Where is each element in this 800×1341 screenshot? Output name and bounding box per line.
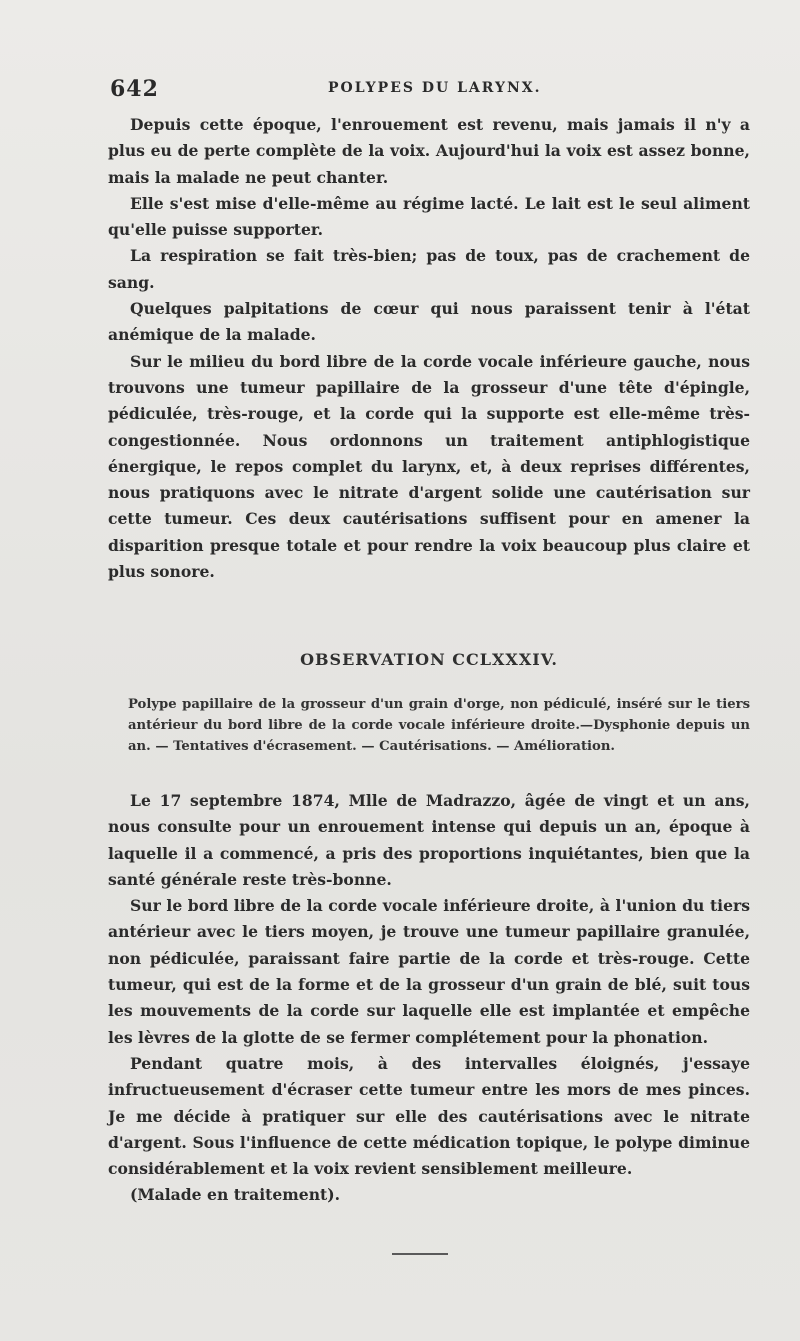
- text-block-bottom: [108, 788, 750, 1209]
- page-header: [108, 76, 748, 106]
- closing-note: (Malade en traitement).: [130, 1185, 341, 1205]
- paragraph: Le 17 septembre 1874, Mlle de Madrazzo, âgée de vingt et un ans, nous consulte pour un enrouement intense qui depuis un an, époque à laquelle il a commencé, a pris des proportions inquiétantes, bien que la santé générale reste très-bonne.: [108, 791, 750, 889]
- paragraph: La respiration se fait très-bien; pas de toux, pas de crachement de sang.: [108, 246, 750, 292]
- paragraph: Quelques palpitations de cœur qui nous paraissent tenir à l'état anémique de la malade.: [108, 299, 750, 345]
- observation-summary: Polype papillaire de la grosseur d'un grain d'orge, non pédiculé, inséré sur le tiers antérieur du bord libre de la corde vocale inférieure droite.—Dysphonie depuis un an. — Tentatives d'écrasement. — Cautérisations. — Amélioration.: [128, 697, 750, 754]
- text-block-top: [108, 112, 750, 585]
- paragraph: Sur le milieu du bord libre de la corde vocale inférieure gauche, nous trouvons une tumeur papillaire de la grosseur d'une tête d'épingle, pédiculée, très-rouge, et la corde qui la supporte est elle-même très-congestionnée. Nous ordonnons un traitement antiphlogistique énergique, le repos complet du larynx, et, à deux reprises différentes, nous pratiquons avec le nitrate d'argent solide une cautérisation sur cette tumeur. Ces deux cautérisations suffisent pour en amener la disparition presque totale et pour rendre la voix beaucoup plus claire et plus sonore.: [108, 351, 750, 582]
- observation-title: OBSERVATION CCLXXXIV.: [300, 650, 558, 669]
- running-head: POLYPES DU LARYNX.: [328, 80, 542, 96]
- paragraph: Sur le bord libre de la corde vocale inférieure droite, à l'union du tiers antérieur avec le tiers moyen, je trouve une tumeur papillaire granulée, non pédiculée, paraissant faire partie de la corde et très-rouge. Cette tumeur, qui est de la forme et de la grosseur d'un grain de blé, suit tous les mouvements de la corde sur laquelle elle est implantée et empêche les lèvres de la glotte de se fermer complétement pour la phonation.: [108, 896, 750, 1047]
- end-rule: [392, 1253, 448, 1255]
- paragraph: Pendant quatre mois, à des intervalles éloignés, j'essaye infructueusement d'écraser cette tumeur entre les mors de mes pinces. Je me décide à pratiquer sur elle des cautérisations avec le nitrate d'argent. Sous l'influence de cette médication topique, le polype diminue considérablement et la voix revient sensiblement meilleure.: [108, 1053, 750, 1179]
- paragraph: Depuis cette époque, l'enrouement est revenu, mais jamais il n'y a plus eu de perte complète de la voix. Aujourd'hui la voix est assez bonne, mais la malade ne peut chanter.: [108, 115, 750, 187]
- page-number: 642: [110, 76, 159, 102]
- paragraph: Elle s'est mise d'elle-même au régime lacté. Le lait est le seul aliment qu'elle puisse supporter.: [108, 193, 750, 240]
